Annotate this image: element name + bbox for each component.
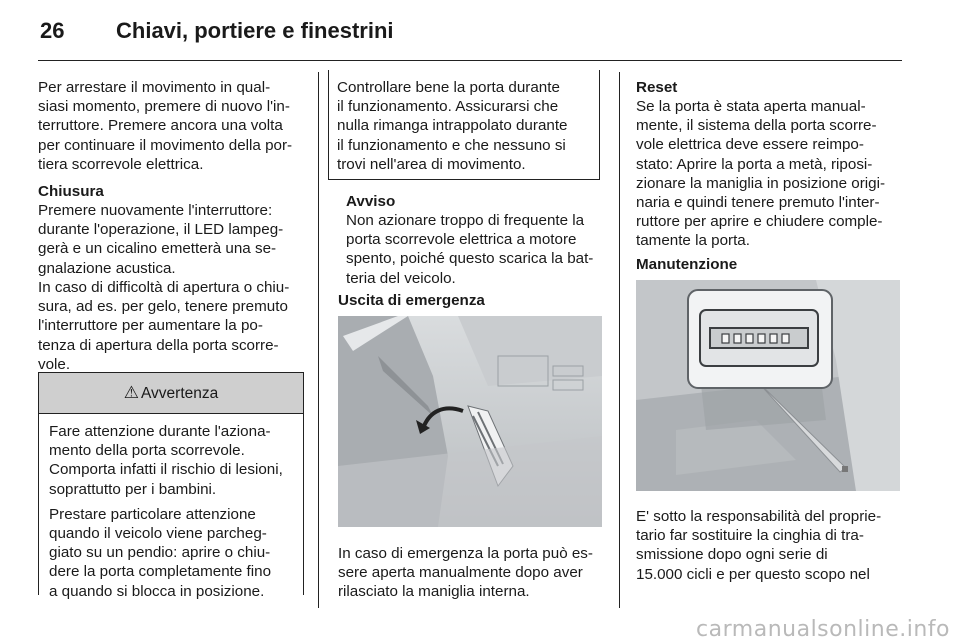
reset-heading: Reset (636, 79, 678, 96)
manutenzione-paragraph: E' sotto la responsabilità del proprie- tario far sostituire la cinghia di tra- smissione dopo ogni serie di 15.000 cicli e per questo scopo nel (636, 508, 882, 583)
emergency-handle-illustration (338, 316, 602, 527)
page-number: 26 (40, 18, 65, 43)
watermark: carmanualsonline.info (696, 617, 950, 642)
warning-body: Fare attenzione durante l'aziona- mento della porta scorrevole. Comporta infatti il rischio di lesioni, soprattutto per i bambini. Prestare particolare attenzione quando il veicolo viene parcheg- giato su un pendio: aprire o chiu- dere la porta completamente fino a quando si blocca in posizione. (49, 423, 283, 600)
maintenance-illustration (636, 280, 900, 491)
warning-box (38, 372, 304, 600)
difficolta-paragraph: In caso di difficoltà di apertura o chiu- sura, ad es. per gelo, tenere premuto l'interruttore per aumentare la po- tenza di apertura della porta scorre- vole. (38, 279, 290, 373)
manutenzione-heading: Manutenzione (636, 256, 738, 273)
warning-continuation-box: Controllare bene la porta durante il funzionamento. Assicurarsi che nulla rimanga intrappolato durante il funzionamento e che nessuno si trovi nell'area di movimento. (328, 70, 600, 180)
column-divider-2 (619, 72, 620, 608)
column-divider-1 (318, 72, 319, 608)
warning-header (39, 373, 303, 414)
page-title: Chiavi, portiere e finestrini (116, 18, 394, 43)
header-divider (38, 60, 902, 61)
chiusura-heading: Chiusura (38, 183, 104, 200)
intro-paragraph: Per arrestare il movimento in qual- siasi momento, premere di nuovo l'in- terruttore. Premere ancora una volta per continuare il movimento della por- tiera scorrevole elettrica. (38, 79, 293, 173)
warning-triangle-icon: ⚠ (123, 383, 139, 402)
emergenza-paragraph: In caso di emergenza la porta può es- sere aperta manualmente dopo aver rilasciato la maniglia interna. (338, 545, 593, 601)
emergenza-heading: Uscita di emergenza (338, 292, 485, 309)
reset-paragraph: Se la porta è stata aperta manual- mente, il sistema della porta scorre- vole elettrica deve essere reimpo- stato: Aprire la porta a metà, riposi- zionare la maniglia in posizione origi- naria e quindi tenere premuto l'inter- ruttore per aprire e chiudere comple- tamente la porta. (636, 98, 886, 250)
avviso-heading: Avviso (346, 193, 396, 210)
warning-title: Avvertenza (140, 385, 219, 402)
chiusura-paragraph: Premere nuovamente l'interruttore: durante l'operazione, il LED lampeg- gerà e un cicalino emetterà una se- gnalazione acustica. (38, 202, 284, 277)
avviso-paragraph: Non azionare troppo di frequente la porta scorrevole elettrica a motore spento, poiché questo scarica la bat- teria del veicolo. (346, 212, 594, 287)
